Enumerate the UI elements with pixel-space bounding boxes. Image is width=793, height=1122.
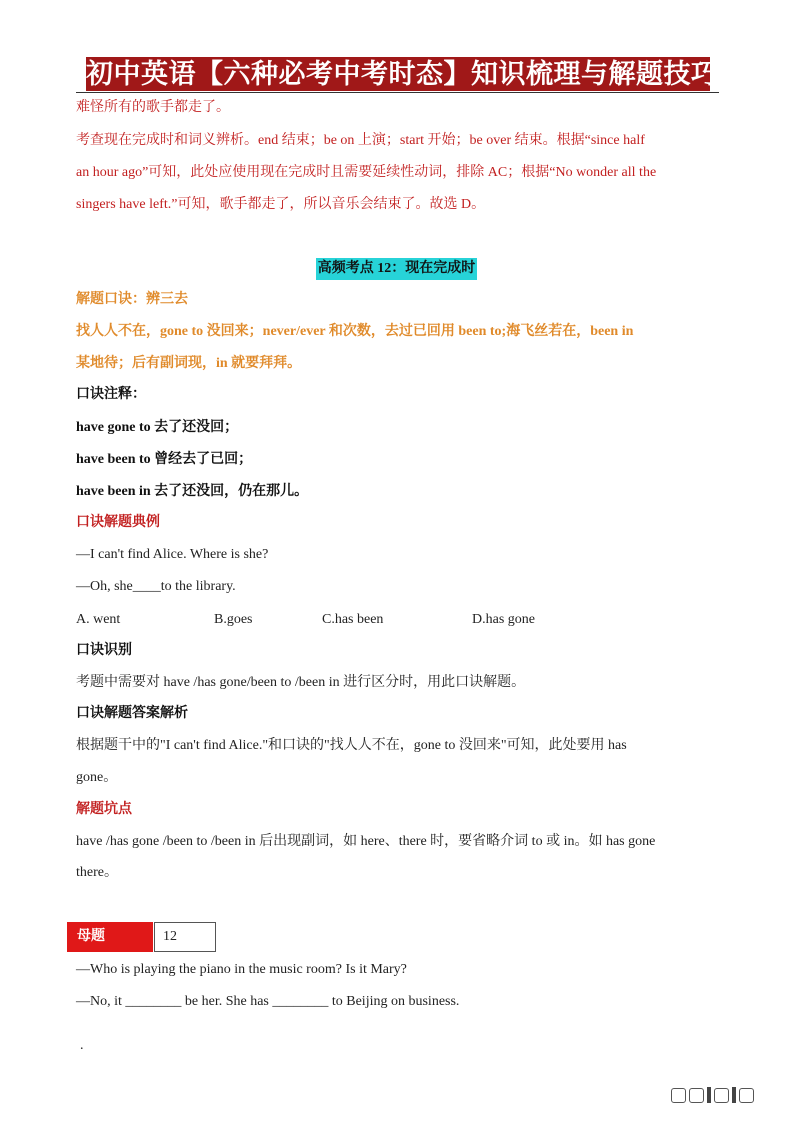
- watermark-bar-icon: [707, 1087, 711, 1103]
- mother-question-line-1: —Who is playing the piano in the music room? Is it Mary?: [76, 962, 407, 977]
- option-a: A. went: [76, 612, 121, 627]
- analysis-title: 口诀解题答案解析: [76, 706, 188, 721]
- example-question-1: —I can't find Alice. Where is she?: [76, 547, 269, 562]
- pitfall-line-1: have /has gone /been to /been in 后出现副词，如 here、there 时，要省略介词 to 或 in。如 has gone: [76, 834, 656, 849]
- explanation-line-2: 考查现在完成时和词义辨析。end 结束；be on 上演；start 开始；be over 结束。根据“since half: [76, 133, 645, 148]
- watermark-box-icon: [714, 1088, 729, 1103]
- note-3: have been in 去了还没回，仍在那儿。: [76, 484, 309, 499]
- mother-question-label: 母题: [67, 922, 153, 952]
- mnemonic-line-2: 某地待；后有副词现，in 就要拜拜。: [76, 356, 302, 371]
- mnemonic-title: 解题口诀：辨三去: [76, 292, 188, 307]
- mother-question-line-2: —No, it ________ be her. She has ________ to Beijing on business.: [76, 994, 460, 1009]
- identify-title: 口诀识别: [76, 643, 132, 658]
- mnemonic-line-1: 找人人不在，gone to 没回来；never/ever 和次数，去过已回用 been to;海飞丝若在，been in: [76, 324, 634, 339]
- option-c: C.has been: [322, 612, 384, 627]
- analysis-line-2: gone。: [76, 770, 118, 785]
- explanation-line-4: singers have left.”可知，歌手都走了，所以音乐会结束了。故选 D。: [76, 197, 486, 212]
- identify-text: 考题中需要对 have /has gone/been to /been in 进行区分时，用此口诀解题。: [76, 675, 526, 690]
- explanation-line-1: 难怪所有的歌手都走了。: [76, 100, 230, 115]
- example-question-2: —Oh, she____to the library.: [76, 579, 236, 594]
- note-1: have gone to 去了还没回；: [76, 420, 239, 435]
- explanation-line-3: an hour ago”可知，此处应使用现在完成时且需要延续性动词，排除 AC；根据“No wonder all the: [76, 165, 657, 180]
- title-divider: [76, 92, 719, 93]
- section-heading: 高频考点 12：现在完成时: [316, 258, 478, 280]
- example-title: 口诀解题典例: [76, 515, 160, 530]
- watermark-box-icon: [739, 1088, 754, 1103]
- section-heading-wrap: [0, 258, 793, 280]
- watermark-box-icon: [671, 1088, 686, 1103]
- option-d: D.has gone: [472, 612, 535, 627]
- analysis-line-1: 根据题干中的"I can't find Alice."和口诀的"找人人不在，gone to 没回来"可知，此处要用 has: [76, 738, 627, 753]
- note-2: have been to 曾经去了已回；: [76, 452, 253, 467]
- pitfall-title: 解题坑点: [76, 802, 132, 817]
- mother-question-number: 12: [154, 922, 216, 952]
- watermark-box-icon: [689, 1088, 704, 1103]
- option-b: B.goes: [214, 612, 253, 627]
- trailing-dot: .: [80, 1038, 84, 1053]
- watermark-bar-icon: [732, 1087, 736, 1103]
- notes-title: 口诀注释：: [76, 387, 146, 402]
- page-title: 初中英语【六种必考中考时态】知识梳理与解题技巧: [86, 59, 719, 89]
- watermark-logo: [671, 1084, 777, 1106]
- pitfall-line-2: there。: [76, 865, 118, 880]
